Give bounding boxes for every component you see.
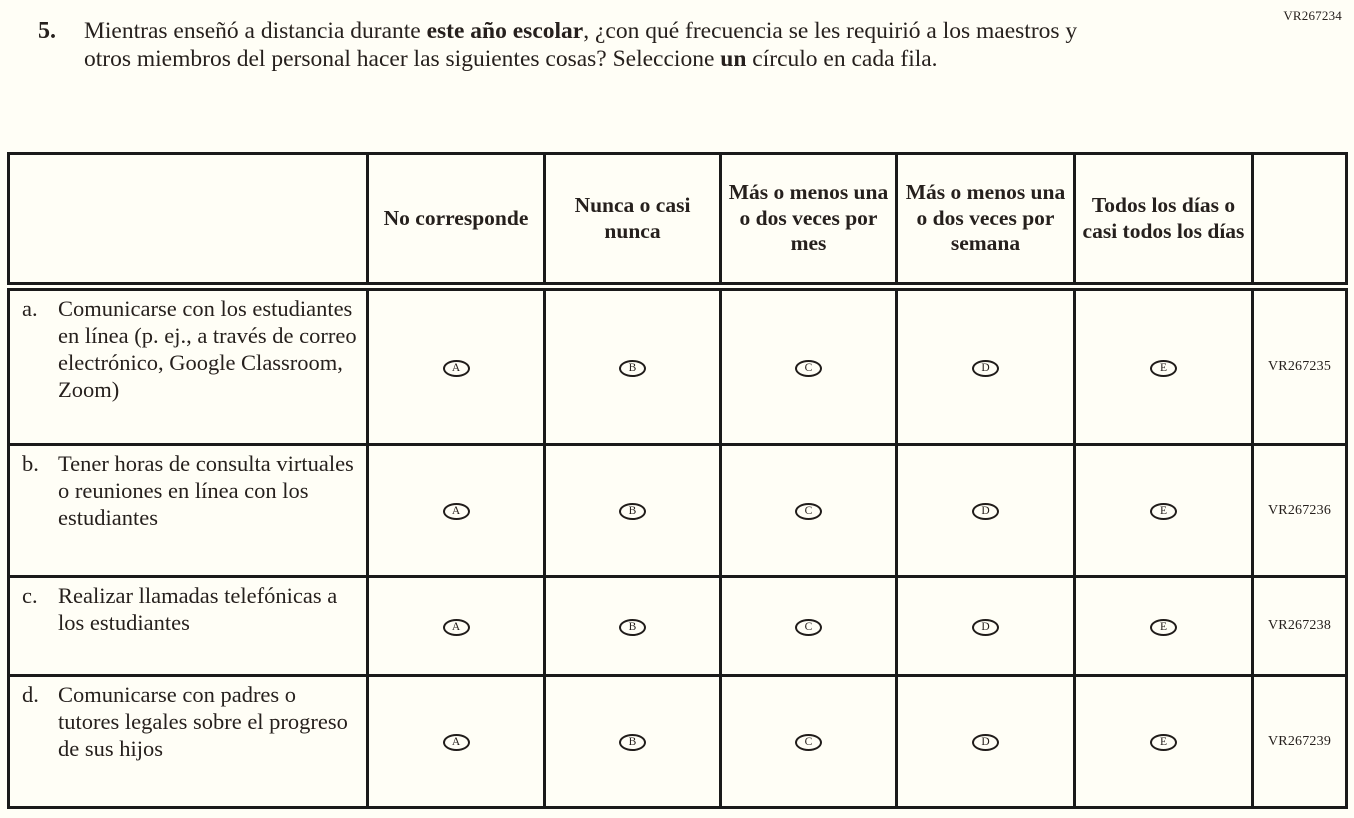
answer-bubble-c[interactable]: C <box>795 619 822 636</box>
answer-bubble-b[interactable]: B <box>619 503 646 520</box>
row-a-letter: a. <box>22 296 38 321</box>
answer-bubble-b[interactable]: B <box>619 734 646 751</box>
row-d-option-cell-c <box>721 676 897 808</box>
form-code: VR267234 <box>1283 8 1342 23</box>
question-text-part2: , ¿con qué frecuencia se les requirió a los maestros y otros miembros del personal hacer las siguientes cosas? Seleccione <box>84 18 1078 72</box>
row-a-option-cell-d <box>897 287 1075 445</box>
question-number: 5. <box>38 18 56 44</box>
answer-bubble-d[interactable]: D <box>972 503 999 520</box>
row-b-text: Tener horas de consulta virtuales o reuniones en línea con los estudiantes <box>58 451 354 530</box>
question-text-bold1: este año escolar <box>426 18 584 44</box>
row-c-stem <box>9 577 368 676</box>
answer-bubble-e[interactable]: E <box>1150 503 1177 520</box>
row-a-code: VR267235 <box>1253 287 1347 445</box>
answer-bubble-a[interactable]: A <box>443 734 470 751</box>
row-a-option-cell-b <box>545 287 721 445</box>
header-nunca-o-casi-nunca: Nunca o casi nunca <box>545 154 721 287</box>
answer-bubble-b[interactable]: B <box>619 619 646 636</box>
header-todos-los-dias: Todos los días o casi todos los días <box>1075 154 1253 287</box>
row-c-option-cell-d <box>897 577 1075 676</box>
answer-bubble-e[interactable]: E <box>1150 360 1177 377</box>
row-b-option-cell-c <box>721 445 897 577</box>
row-d-code: VR267239 <box>1253 676 1347 808</box>
answer-bubble-a[interactable]: A <box>443 619 470 636</box>
row-b-stem <box>9 445 368 577</box>
survey-matrix-table <box>7 152 1348 809</box>
row-d-stem <box>9 676 368 808</box>
row-a-option-cell-c <box>721 287 897 445</box>
answer-bubble-c[interactable]: C <box>795 360 822 377</box>
question-text-bold2: un <box>720 45 747 72</box>
row-b-option-cell-b <box>545 445 721 577</box>
row-c-option-cell-c <box>721 577 897 676</box>
question-block <box>38 18 1128 73</box>
row-d-option-cell-b <box>545 676 721 808</box>
answer-bubble-b[interactable]: B <box>619 360 646 377</box>
answer-bubble-c[interactable]: C <box>795 503 822 520</box>
row-c-option-cell-b <box>545 577 721 676</box>
row-c-option-cell-a <box>368 577 545 676</box>
answer-bubble-d[interactable]: D <box>972 360 999 377</box>
row-d-option-cell-d <box>897 676 1075 808</box>
header-row <box>9 154 1347 287</box>
header-stem-empty <box>9 154 368 287</box>
header-no-corresponde: No corresponde <box>368 154 545 287</box>
answer-bubble-a[interactable]: A <box>443 360 470 377</box>
row-c-text: Realizar llamadas telefónicas a los estudiantes <box>58 583 338 635</box>
header-una-dos-veces-por-semana: Más o menos una o dos veces por semana <box>897 154 1075 287</box>
answer-bubble-a[interactable]: A <box>443 503 470 520</box>
row-a-stem <box>9 287 368 445</box>
row-b-letter: b. <box>22 451 39 476</box>
row-d-letter: d. <box>22 682 39 707</box>
row-c-code: VR267238 <box>1253 577 1347 676</box>
row-d-text: Comunicarse con padres o tutores legales sobre el progreso de sus hijos <box>58 682 348 761</box>
answer-bubble-e[interactable]: E <box>1150 734 1177 751</box>
row-c-option-cell-e <box>1075 577 1253 676</box>
question-text-part3: círculo en cada fila. <box>746 45 938 72</box>
row-c-letter: c. <box>22 583 38 608</box>
header-una-dos-veces-por-mes: Más o menos una o dos veces por mes <box>721 154 897 287</box>
row-d-option-cell-e <box>1075 676 1253 808</box>
header-code-empty <box>1253 154 1347 287</box>
row-b-option-cell-e <box>1075 445 1253 577</box>
answer-bubble-d[interactable]: D <box>972 619 999 636</box>
row-a-option-cell-e <box>1075 287 1253 445</box>
question-text-part1: Mientras enseñó a distancia durante <box>84 18 427 44</box>
question-text <box>84 18 1104 73</box>
table-row-b <box>9 445 1347 577</box>
answer-bubble-c[interactable]: C <box>795 734 822 751</box>
row-b-option-cell-d <box>897 445 1075 577</box>
row-a-option-cell-a <box>368 287 545 445</box>
answer-bubble-d[interactable]: D <box>972 734 999 751</box>
table-row-a <box>9 287 1347 445</box>
answer-bubble-e[interactable]: E <box>1150 619 1177 636</box>
row-b-code: VR267236 <box>1253 445 1347 577</box>
row-a-text: Comunicarse con los estudiantes en línea (p. ej., a través de correo electrónico, Google Classroom, Zoom) <box>58 296 357 402</box>
row-d-option-cell-a <box>368 676 545 808</box>
table-row-d <box>9 676 1347 808</box>
row-b-option-cell-a <box>368 445 545 577</box>
table-row-c <box>9 577 1347 676</box>
